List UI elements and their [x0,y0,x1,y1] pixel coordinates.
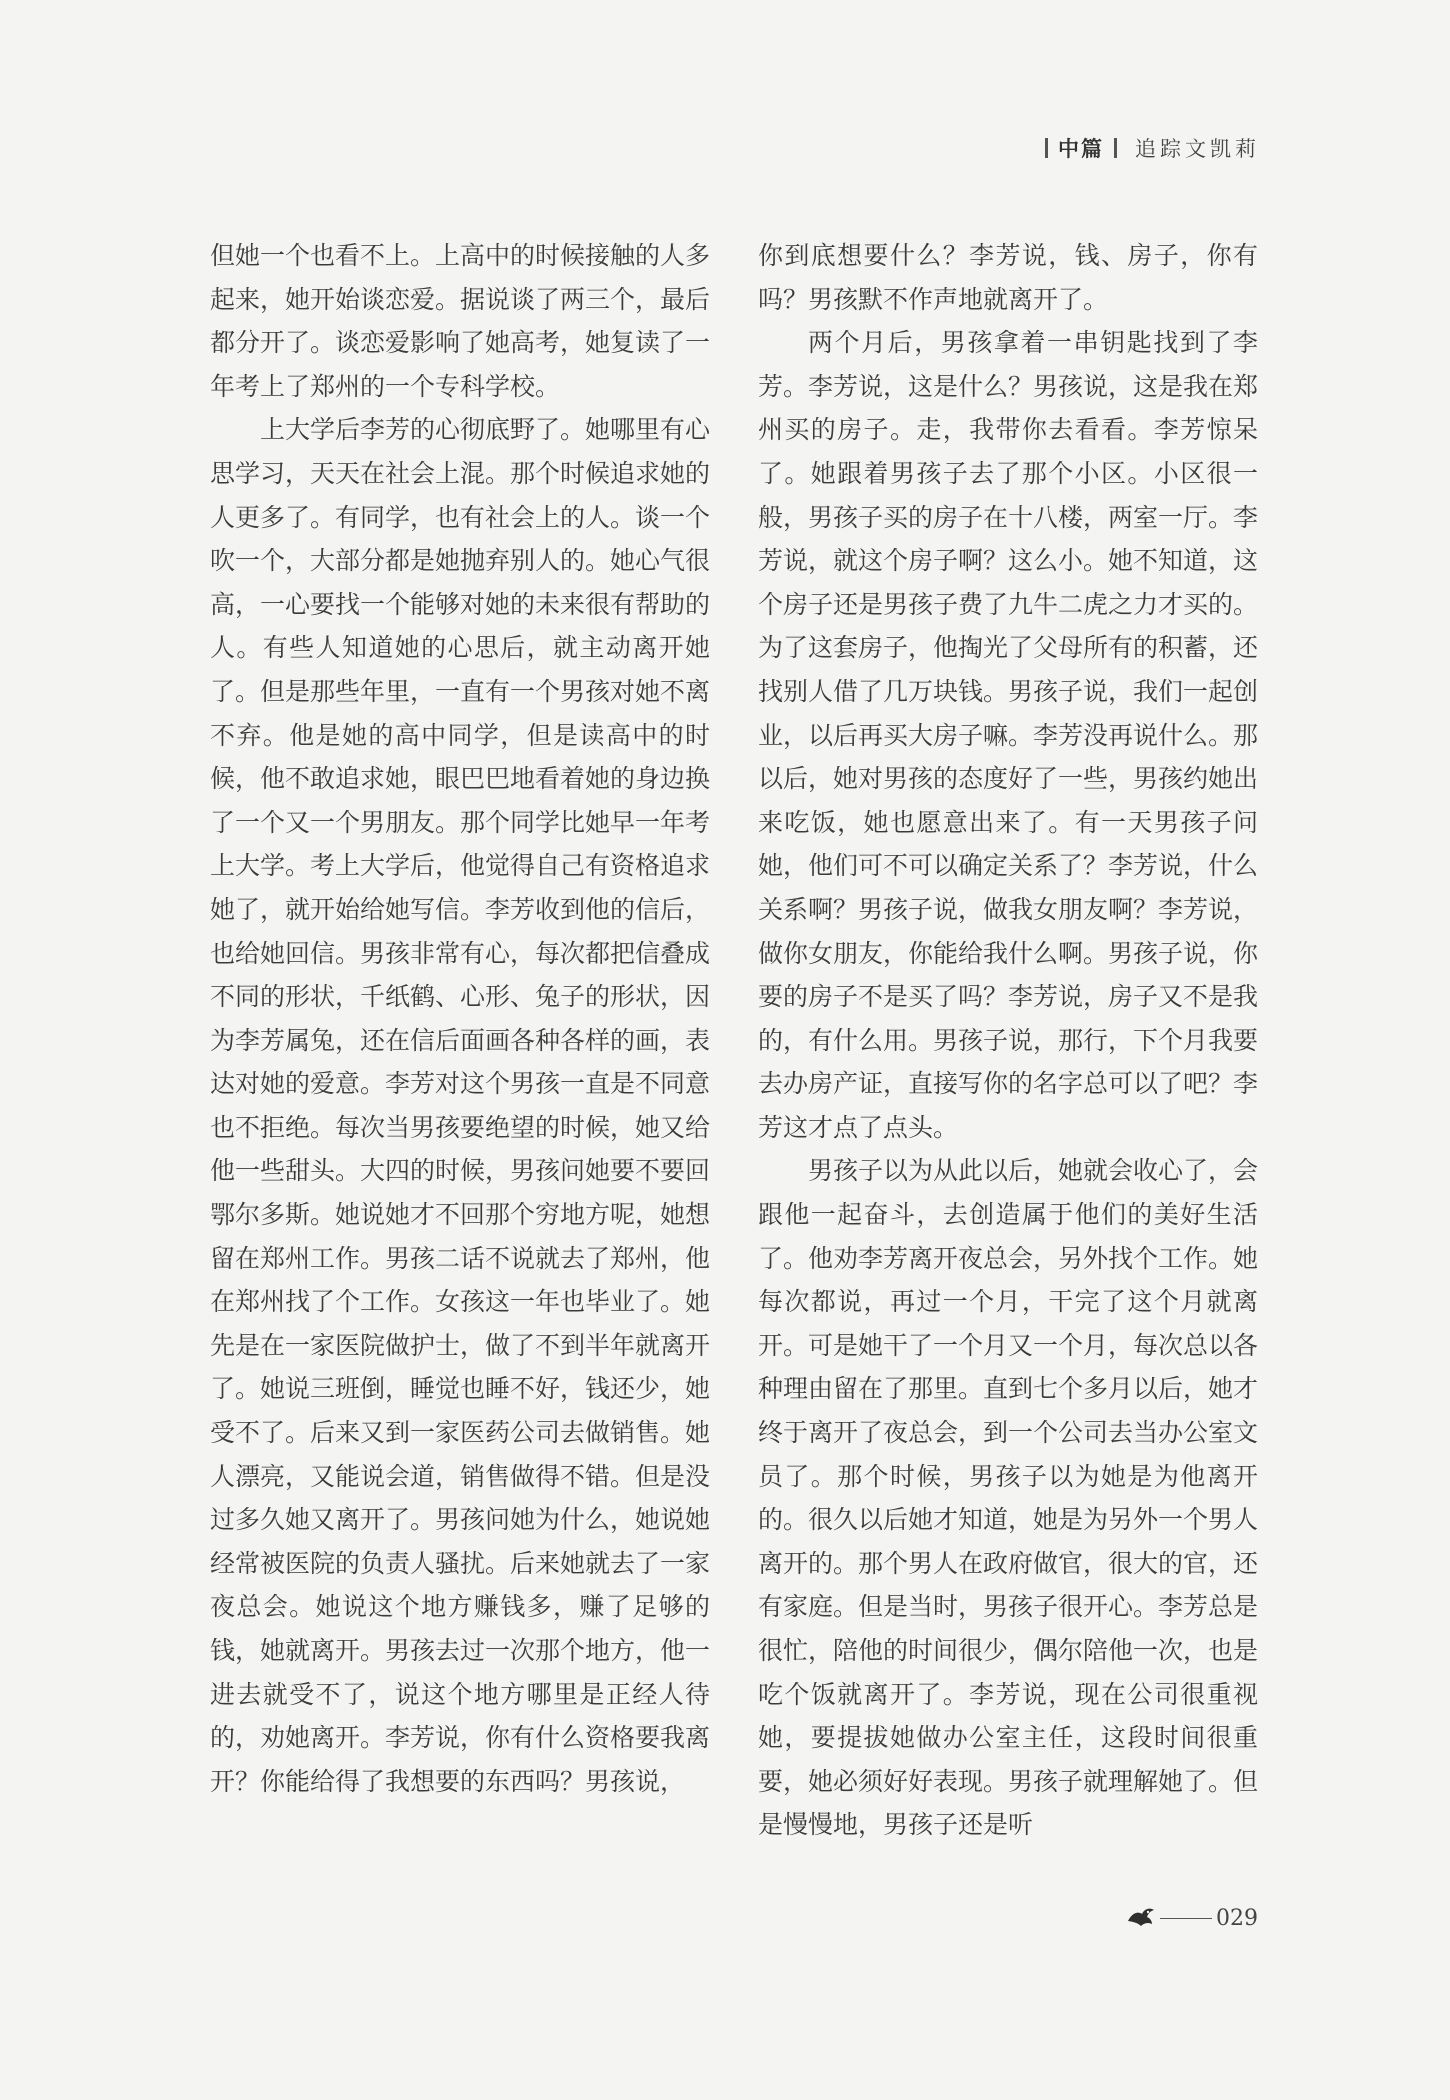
bird-ornament-icon [1126,1905,1156,1931]
divider-bar [1045,138,1048,158]
section-label: 中篇 [1058,137,1104,161]
paragraph: 上大学后李芳的心彻底野了。她哪里有心思学习，天天在社会上混。那个时候追求她的人更多了。有同学，也有社会上的人。谈一个吹一个，大部分都是她抛弃别人的。她心气很高，一心要找一个能够对她的未来很有帮助的人。有些人知道她的心思后，就主动离开她了。但是那些年里，一直有一个男孩对她不离不弃。他是她的高中同学，但是读高中的时候，他不敢追求她，眼巴巴地看着她的身边换了一个又一个男朋友。那个同学比她早一年考上大学。考上大学后，他觉得自己有资格追求她了，就开始给她写信。李芳收到他的信后，也给她回信。男孩非常有心，每次都把信叠成不同的形状，千纸鹤、心形、兔子的形状，因为李芳属兔，还在信后面画各种各样的画，表达对她的爱意。李芳对这个男孩一直是不同意也不拒绝。每次当男孩要绝望的时候，她又给他一些甜头。大四的时候，男孩问她要不要回鄂尔多斯。她说她才不回那个穷地方呢，她想留在郑州工作。男孩二话不说就去了郑州，他在郑州找了个工作。女孩这一年也毕业了。她先是在一家医院做护士，做了不到半年就离开了。她说三班倒，睡觉也睡不好，钱还少，她受不了。后来又到一家医药公司去做销售。她人漂亮，又能说会道，销售做得不错。但是没过多久她又离开了。男孩问她为什么，她说她经常被医院的负责人骚扰。后来她就去了一家夜总会。她说这个地方赚钱多，赚了足够的钱，她就离开。男孩去过一次那个地方，他一进去就受不了，说这个地方哪里是正经人待的，劝她离开。李芳说，你有什么资格要我离开？你能给得了我想要的东西吗？男孩说， [210,415,711,1796]
paragraph: 你到底想要什么？李芳说，钱、房子，你有吗？男孩默不作声地就离开了。 [758,241,1258,314]
paragraph: 男孩子以为从此以后，她就会收心了，会跟他一起奋斗，去创造属于他们的美好生活了。他劝李芳离开夜总会，另外找个工作。她每次都说，再过一个月，干完了这个月就离开。可是她干了一个月又一个月，每次总以各种理由留在了那里。直到七个多月以后，她才终于离开了夜总会，到一个公司去当办公室文员了。那个时候，男孩子以为她是为他离开的。很久以后她才知道，她是为另外一个男人离开的。那个男人在政府做官，很大的官，还有家庭。但是当时，男孩子很开心。李芳总是很忙，陪他的时间很少，偶尔陪他一次，也是吃个饭就离开了。李芳说，现在公司很重视她，要提拔她做办公室主任，这段时间很重要，她必须好好表现。男孩子就理解她了。但是慢慢地，男孩子还是听 [758,1156,1259,1840]
divider-bar [1114,138,1117,158]
running-title: 追踪文凯莉 [1135,137,1260,161]
footer-rule [1160,1918,1212,1919]
page-number: 029 [1216,1905,1258,1931]
paragraph: 两个月后，男孩拿着一串钥匙找到了李芳。李芳说，这是什么？男孩说，这是我在郑州买的房子。走，我带你去看看。李芳惊呆了。她跟着男孩子去了那个小区。小区很一般，男孩子买的房子在十八楼，两室一厅。李芳说，就这个房子啊？这么小。她不知道，这个房子还是男孩子费了九牛二虎之力才买的。为了这套房子，他掏光了父母所有的积蓄，还找别人借了几万块钱。男孩子说，我们一起创业，以后再买大房子嘛。李芳没再说什么。那以后，她对男孩的态度好了一些，男孩约她出来吃饭，她也愿意出来了。有一天男孩子问她，他们可不可以确定关系了？李芳说，什么关系啊？男孩子说，做我女朋友啊？李芳说，做你女朋友，你能给我什么啊。男孩子说，你要的房子不是买了吗？李芳说，房子又不是我的，有什么用。男孩子说，那行，下个月我要去办房产证，直接写你的名字总可以了吧？李芳这才点了点头。 [758,328,1259,1142]
running-head [1045,133,1260,163]
page-footer [1126,1905,1258,1931]
paragraph: 但她一个也看不上。上高中的时候接触的人多起来，她开始谈恋爱。据说谈了两三个，最后都分开了。谈恋爱影响了她高考，她复读了一年考上了郑州的一个专科学校。 [210,241,711,401]
left-column [210,234,710,1803]
right-column [758,234,1258,1847]
